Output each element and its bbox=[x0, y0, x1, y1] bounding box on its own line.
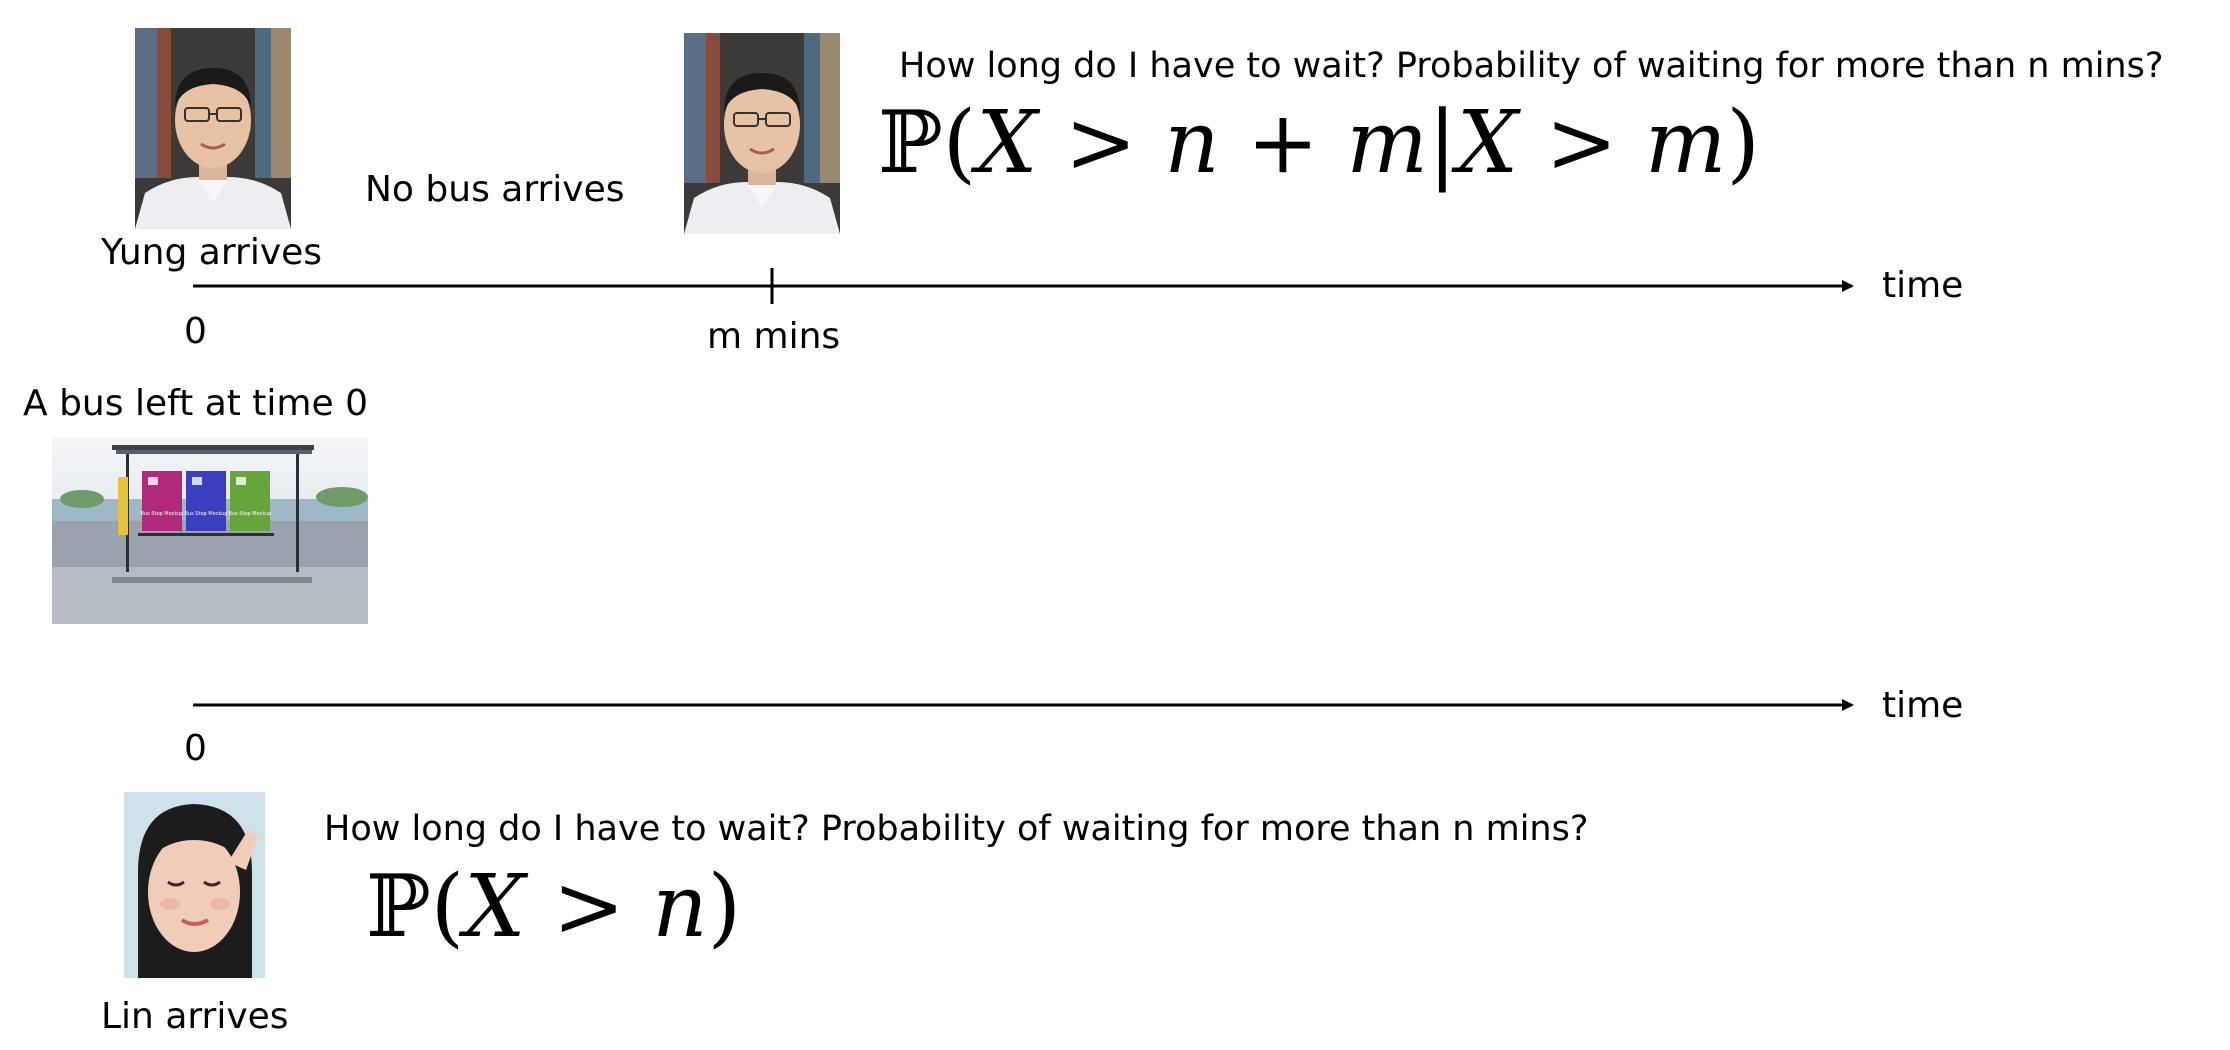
formula-var-n: n bbox=[1164, 93, 1220, 193]
bus-shelter-icon bbox=[52, 437, 368, 624]
no-bus-arrives-label: No bus arrives bbox=[365, 169, 625, 210]
top-timeline-m-mins-label: m mins bbox=[707, 316, 841, 357]
lin-photo bbox=[124, 792, 265, 978]
bottom-timeline-time-label: time bbox=[1882, 685, 1964, 726]
bottom-timeline-zero-label: 0 bbox=[184, 728, 207, 769]
formula-op-gt: > bbox=[525, 857, 653, 957]
formula-prob-open: ℙ( bbox=[878, 93, 977, 193]
poster-label: Bus Stop Mockup bbox=[184, 511, 228, 517]
formula-var-m: m bbox=[1346, 93, 1428, 193]
yung-arrives-label: Yung arrives bbox=[101, 232, 323, 273]
poster-label: Bus Stop Mockup bbox=[228, 511, 272, 517]
top-formula-conditional-probability bbox=[878, 93, 1760, 193]
yung-portrait-icon bbox=[135, 28, 291, 229]
yung-photo-arrival bbox=[135, 28, 291, 229]
top-timeline-time-label: time bbox=[1882, 265, 1964, 306]
formula-var-x: X bbox=[976, 93, 1038, 193]
formula-op-gt: > bbox=[1037, 93, 1165, 193]
formula-var-x: X bbox=[1456, 93, 1519, 193]
formula-var-m: m bbox=[1644, 93, 1727, 193]
formula-prob-open: ℙ( bbox=[366, 857, 465, 957]
formula-given-bar: | bbox=[1427, 93, 1457, 193]
formula-close-paren: ) bbox=[1726, 93, 1760, 193]
formula-close-paren: ) bbox=[707, 857, 742, 957]
formula-op-plus: + bbox=[1219, 93, 1347, 193]
bottom-formula-probability bbox=[366, 857, 742, 957]
top-question-text: How long do I have to wait? Probability of waiting for more than n mins? bbox=[899, 46, 2164, 86]
formula-var-x: X bbox=[464, 857, 526, 957]
formula-op-gt: > bbox=[1518, 93, 1645, 193]
lin-arrives-label: Lin arrives bbox=[101, 996, 289, 1037]
top-timeline-zero-label: 0 bbox=[184, 311, 207, 352]
poster-label: Bus Stop Mockup bbox=[140, 511, 184, 517]
bottom-question-text: How long do I have to wait? Probability of waiting for more than n mins? bbox=[324, 809, 1589, 849]
yung-photo-waiting bbox=[684, 33, 840, 234]
bus-stop-photo bbox=[52, 437, 368, 624]
formula-var-n: n bbox=[652, 857, 708, 957]
lin-portrait-icon bbox=[124, 792, 265, 978]
yung-portrait-icon bbox=[684, 33, 840, 234]
bus-left-caption: A bus left at time 0 bbox=[23, 383, 368, 424]
